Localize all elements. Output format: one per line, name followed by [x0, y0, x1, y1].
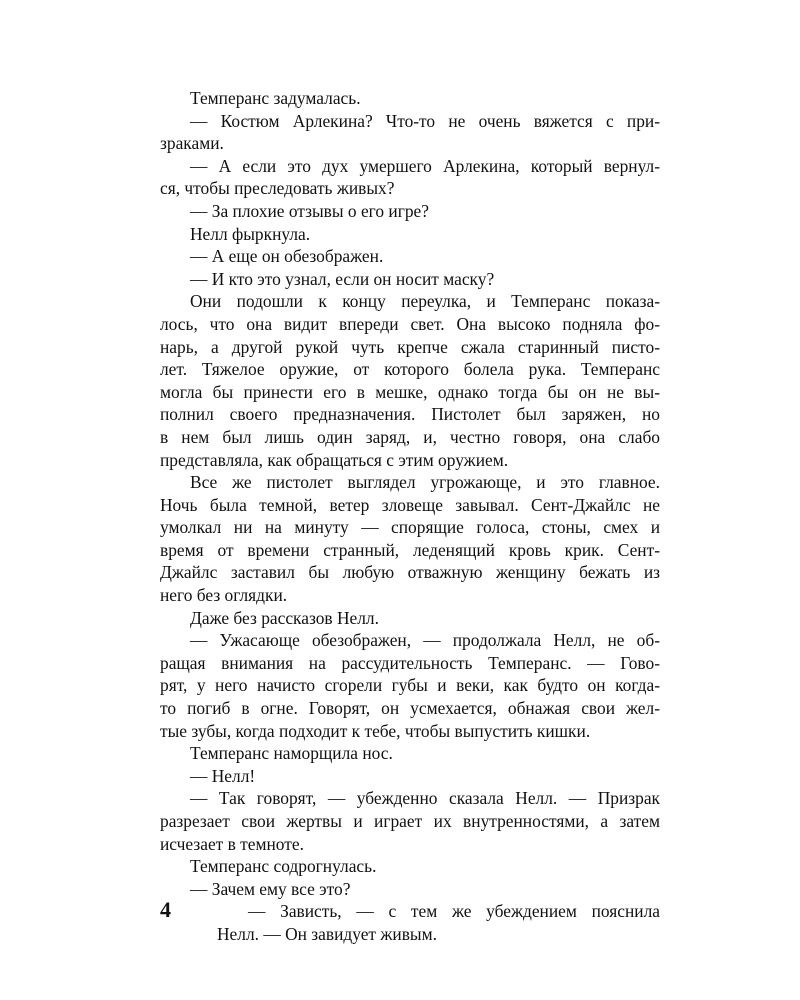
text-line: представляла, как обращаться с этим оружием. [160, 449, 509, 470]
text-line: — Ужасающе обезображен, — продолжала Нелл, не об- [190, 630, 660, 651]
text-line: в нем был лишь один заряд, и, честно говоря, она слабо [160, 426, 660, 447]
text-line: Джайлс заставил бы любую отважную женщину бежать из [160, 562, 660, 583]
text-line: рят, у него начисто сгорели губы и веки, как будто он когда- [160, 675, 660, 696]
text-line: ся, чтобы преследовать живых? [160, 178, 395, 199]
text-line: умолкал ни на минуту — спорящие голоса, стоны, смех и [160, 517, 660, 538]
text-line: — Костюм Арлекина? Что-то не очень вяжется с при- [190, 110, 660, 131]
text-line: — Так говорят, — убежденно сказала Нелл. — Призрак [190, 788, 660, 809]
text-line: — И кто это узнал, если он носит маску? [190, 268, 495, 289]
text-line: Темперанс содрогнулась. [190, 856, 377, 877]
text-line: — Зависть, — с тем же убеждением пояснила [248, 901, 660, 922]
text-line: Темперанс задумалась. [190, 88, 361, 108]
text-line: — За плохие отзывы о его игре? [190, 200, 429, 221]
text-line: ращая внимания на рассудительность Темперанс. — Гово- [160, 652, 660, 673]
text-line: зраками. [160, 133, 224, 154]
text-line: лось, что она видит впереди свет. Она высоко подняла фо- [160, 313, 660, 334]
text-line: — А еще он обезображен. [190, 246, 384, 267]
text-line: лет. Тяжелое оружие, от которого болела рука. Темперанс [160, 359, 660, 380]
text-line: могла бы принести его в мешке, однако тогда бы он не вы- [160, 381, 660, 402]
text-line: него без оглядки. [160, 585, 288, 606]
text-line: полнил своего предназначения. Пистолет был заряжен, но [160, 404, 660, 425]
text-line: Все же пистолет выглядел угрожающе, и это главное. [190, 472, 660, 493]
body-text [160, 87, 660, 946]
text-line: разрезает свои жертвы и играет их внутренностями, а затем [160, 811, 660, 831]
text-line: — Зачем ему все это? [190, 878, 351, 899]
text-line: Даже без рассказов Нелл. [190, 607, 379, 628]
text-line: — Нелл! [190, 765, 256, 786]
text-line: то погиб в огне. Говорят, он усмехается, обнажая свои жел- [160, 698, 660, 719]
text-line: Они подошли к концу переулка, и Темперанс показа- [190, 291, 660, 312]
text-line: исчезает в темноте. [160, 833, 304, 854]
text-line: Темперанс наморщила нос. [190, 743, 393, 764]
text-line: тые зубы, когда подходит к тебе, чтобы выпустить кишки. [160, 720, 591, 741]
text-line: время от времени странный, леденящий кровь крик. Сент- [160, 539, 660, 560]
text-line: нарь, а другой рукой чуть крепче сжала старинный писто- [160, 336, 660, 357]
text-line: Ночь была темной, ветер зловеще завывал. Сент-Джайлс не [160, 494, 660, 515]
page-number: 4 [160, 897, 171, 922]
text-line: Нелл фыркнула. [190, 223, 311, 244]
text-line: — А если это дух умершего Арлекина, который вернул- [190, 155, 660, 176]
text-line: Нелл. — Он завидует живым. [217, 923, 437, 944]
